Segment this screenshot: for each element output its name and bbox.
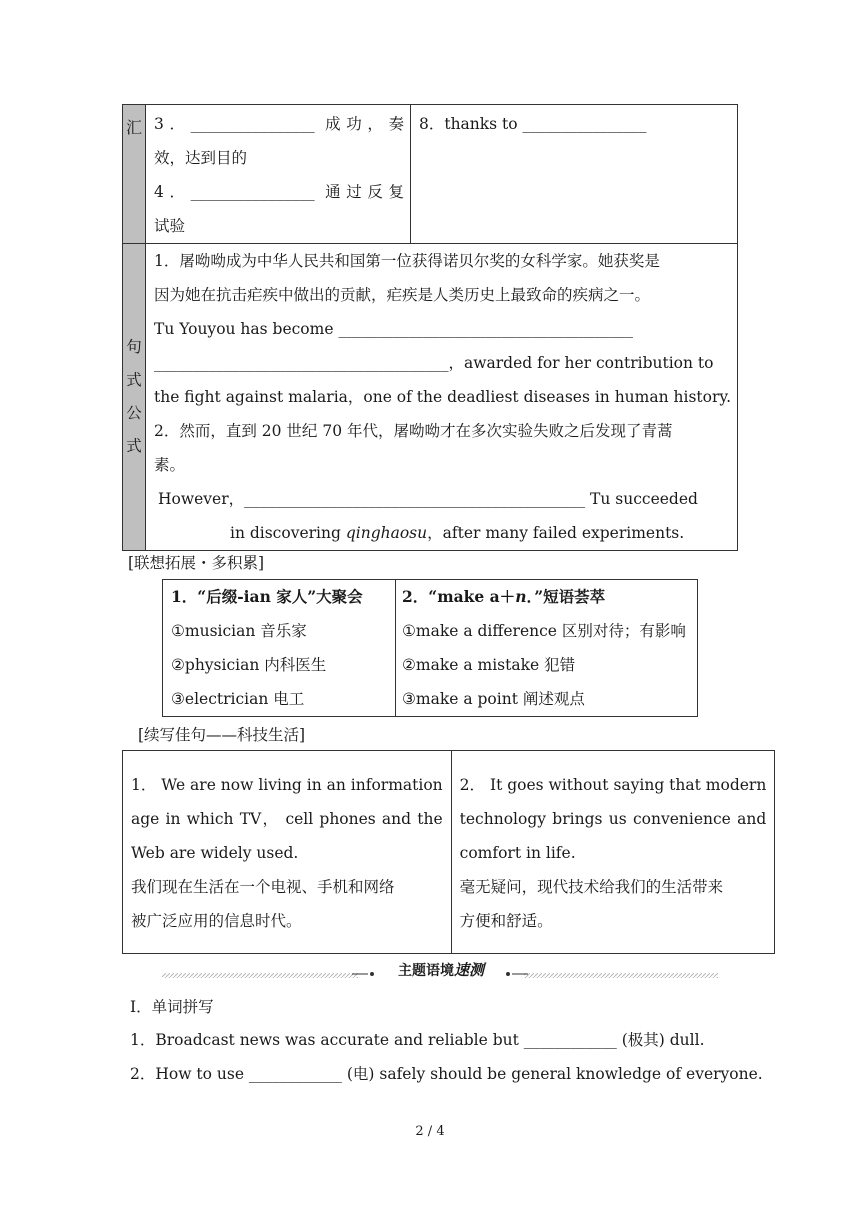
- exercise-heading: Ⅰ．单词拼写: [130, 998, 214, 1016]
- text-line: However，____________________________________________ Tu succeeded: [157, 490, 698, 508]
- left-cell: [163, 580, 396, 717]
- right-cell: [396, 580, 698, 717]
- italic-term: n: [515, 587, 527, 606]
- list-item: ②physician 内科医生: [171, 656, 327, 674]
- side-label: 汇: [125, 118, 142, 137]
- text-line: 3．________________ 成功，奏: [153, 115, 404, 133]
- italic-term: qinghaosu: [345, 524, 428, 542]
- text-line: 2． It goes without saying that modern: [459, 776, 767, 794]
- text-line: technology brings us convenience and: [459, 810, 767, 828]
- section-label-lianxiang: [联想拓展・多积累]: [128, 554, 265, 572]
- right-cell: [410, 105, 737, 244]
- text-line: 8．thanks to ________________: [418, 115, 647, 133]
- text-line: 试验: [153, 217, 185, 235]
- list-item: ①make a difference 区别对待；有影响: [402, 622, 686, 640]
- page-number: 2 / 4: [415, 1124, 445, 1139]
- side-label-cell: [123, 244, 146, 551]
- side-label-cell: [123, 105, 146, 244]
- exercise-item: 2．How to use ____________ (电) safely should be general knowledge of everyone.: [130, 1065, 763, 1083]
- text-line: 素。: [153, 456, 185, 474]
- text-line: 2．然而，直到 20 世纪 70 年代，屠呦呦才在多次实验失败之后发现了青蒿: [153, 422, 673, 440]
- right-cell: [451, 751, 775, 954]
- text-line: 1．屠呦呦成为中华人民共和国第一位获得诺贝尔奖的女科学家。她获奖是: [153, 252, 660, 270]
- table-row: [163, 580, 698, 717]
- table-row: [123, 751, 775, 954]
- sentence-table: [122, 750, 775, 954]
- section-label-xuxie: [续写佳句——科技生活]: [138, 726, 306, 744]
- side-char: 式: [126, 437, 142, 455]
- side-char: 公: [126, 404, 142, 422]
- list-item: ①musician 音乐家: [171, 622, 307, 640]
- side-char: 句: [126, 338, 142, 356]
- text-line: 我们现在生活在一个电视、手机和网络: [131, 878, 395, 896]
- sentence-cell: [145, 244, 737, 551]
- text-line: comfort in life.: [459, 844, 576, 862]
- topic-banner: [162, 961, 718, 981]
- text-line: the fight against malaria，one of the deadliest diseases in human history.: [153, 388, 731, 406]
- text-segment: in discovering: [229, 524, 346, 542]
- left-cell: [145, 105, 410, 244]
- text-line: 被广泛应用的信息时代。: [131, 912, 302, 930]
- text-line: 效，达到目的: [153, 149, 247, 167]
- vocab-sentence-table: [122, 104, 738, 551]
- text-segment: 2．“make a＋: [402, 587, 516, 606]
- text-line: age in which TV， cell phones and the: [131, 810, 443, 828]
- banner-text: 主题语境: [397, 963, 454, 979]
- table-row: [123, 244, 738, 551]
- list-item: ③electrician 电工: [171, 690, 305, 708]
- text-line: 方便和舒适。: [459, 912, 553, 930]
- text-segment: ，after many failed experiments.: [427, 524, 685, 542]
- text-line: Web are widely used.: [131, 844, 299, 862]
- exercise-item: 1．Broadcast news was accurate and reliable but ____________ (极其) dull.: [130, 1031, 705, 1049]
- list-item: ②make a mistake 犯错: [402, 656, 576, 674]
- text-line: 因为她在抗击疟疾中做出的贡献，疟疾是人类历史上最致命的疾病之一。: [153, 286, 650, 304]
- text-line: Tu Youyou has become ______________________________________: [153, 320, 633, 338]
- table-row: [123, 105, 738, 244]
- expansion-table: [162, 579, 698, 717]
- text-line: 4．________________ 通过反复: [153, 183, 404, 201]
- text-line-last: [154, 516, 731, 550]
- text-segment: ．”短语荟萃: [526, 587, 606, 606]
- text-line: ______________________________________，awarded for her contribution to: [153, 354, 714, 372]
- banner-title: [378, 961, 504, 980]
- left-cell: [123, 751, 452, 954]
- list-item: ③make a point 阐述观点: [402, 690, 585, 708]
- banner-text-bold: 速测: [453, 961, 484, 979]
- cell-header: 1．“后缀-ian 家人”大聚会: [171, 587, 363, 606]
- text-line: 1． We are now living in an information: [131, 776, 443, 794]
- side-char: 式: [126, 371, 142, 389]
- text-line: 毫无疑问，现代技术给我们的生活带来: [459, 878, 724, 896]
- cell-header: [402, 580, 691, 614]
